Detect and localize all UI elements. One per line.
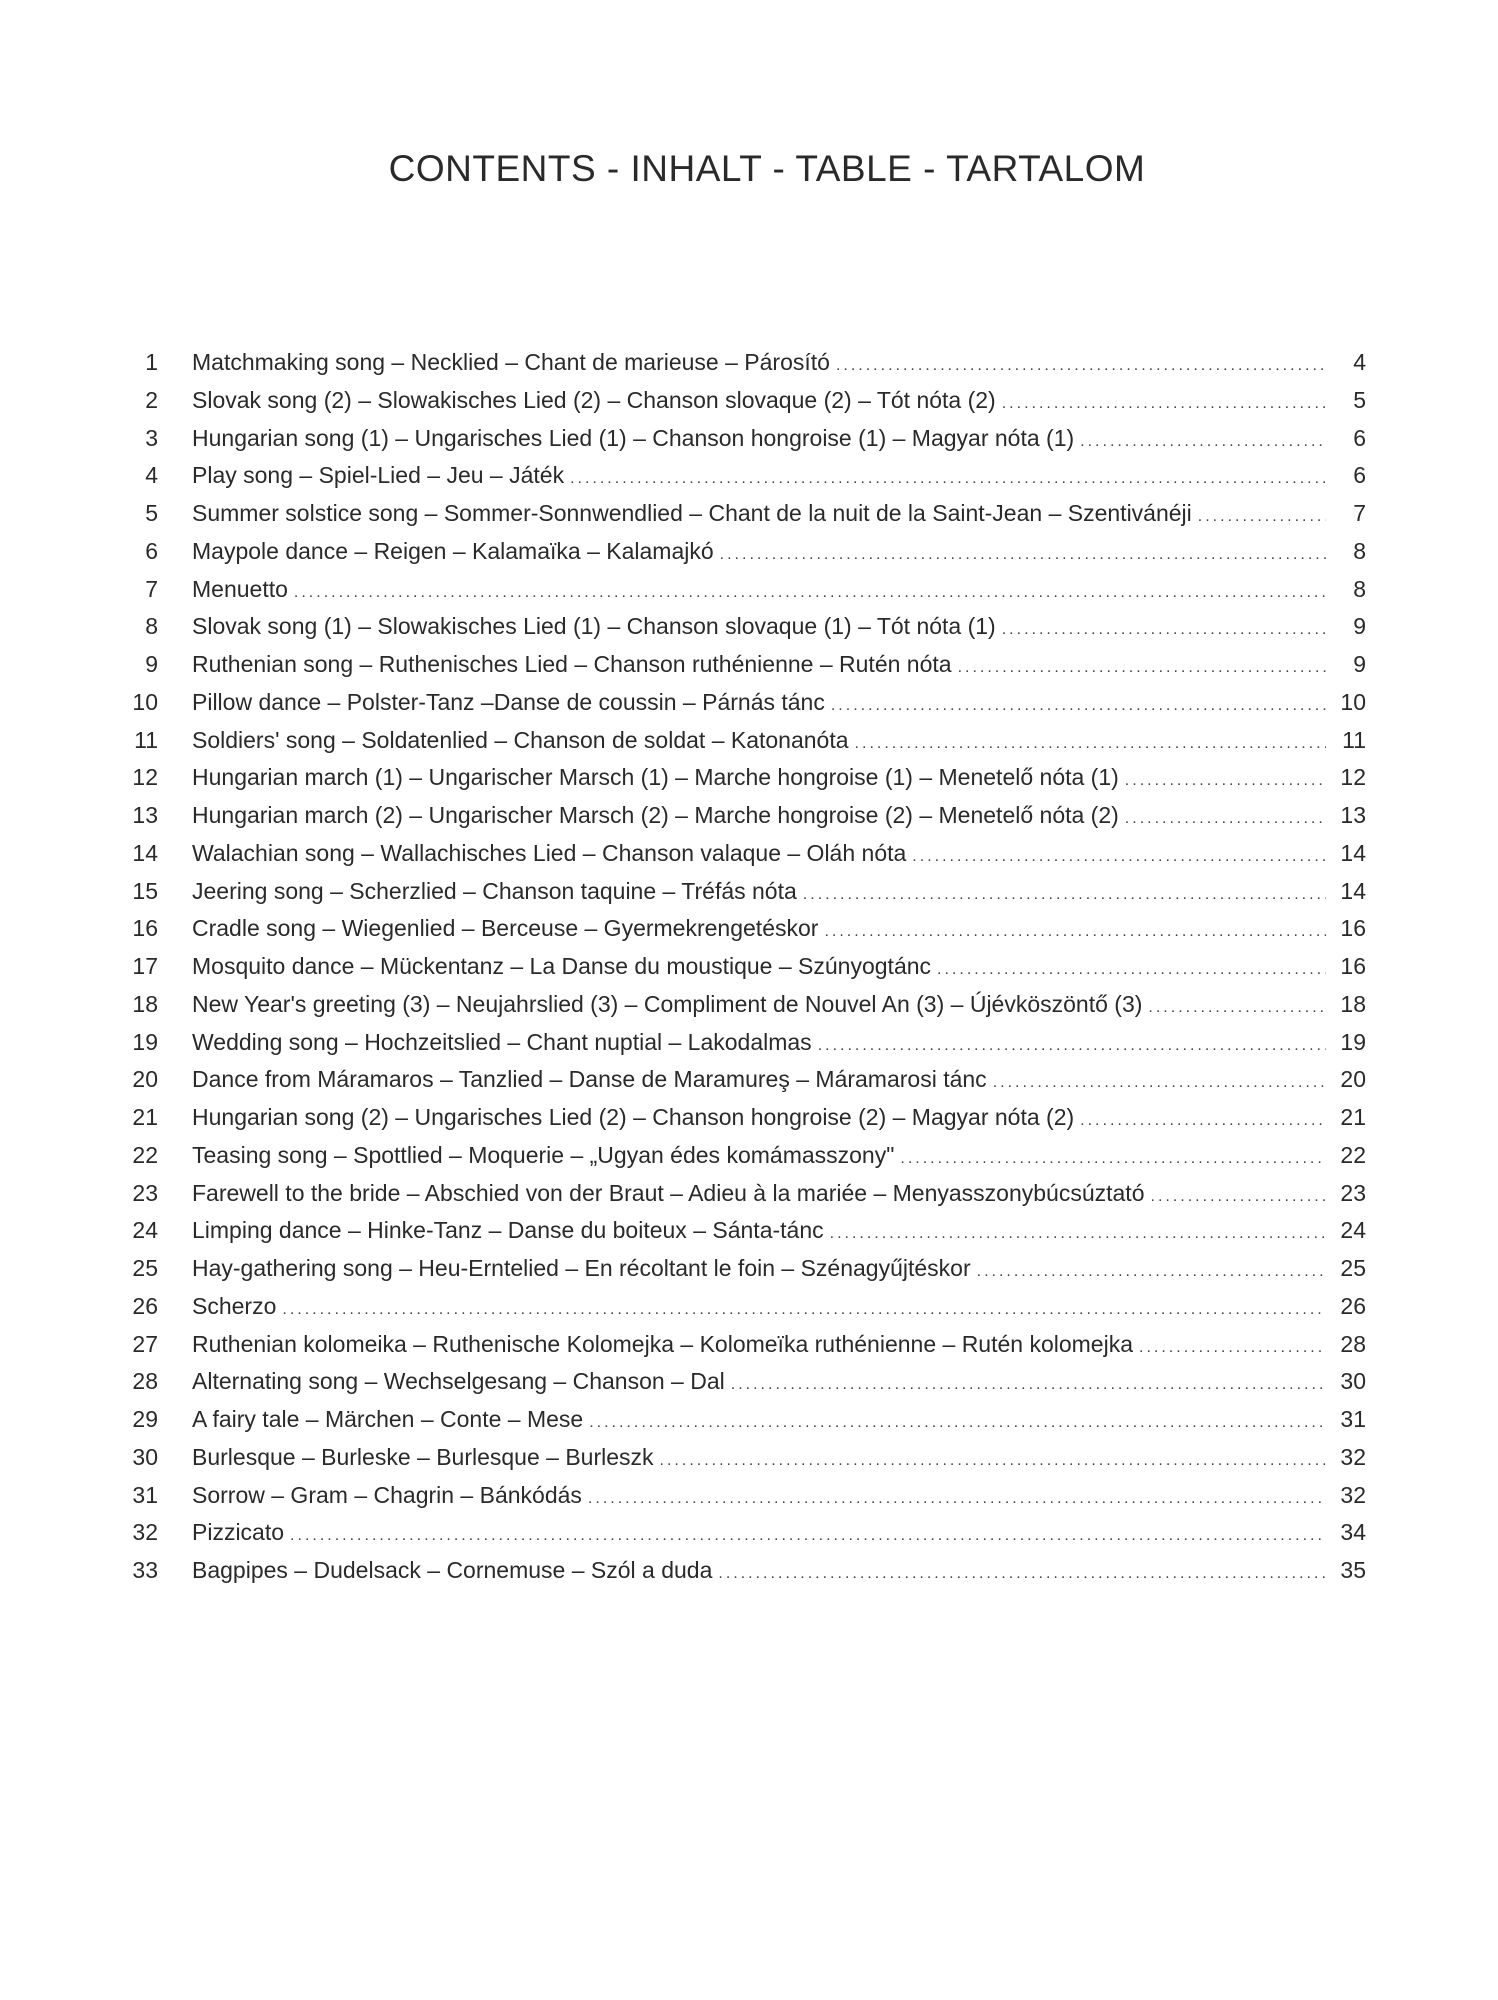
toc-entry bbox=[122, 1514, 1366, 1552]
entry-page-number: 32 bbox=[1340, 1481, 1366, 1508]
entry-title: Jeering song – Scherzlied – Chanson taquine – Tréfás nóta bbox=[192, 877, 797, 904]
dot-leader bbox=[718, 1555, 1326, 1593]
dot-leader bbox=[1148, 989, 1326, 1027]
entry-page-number: 32 bbox=[1340, 1443, 1366, 1470]
entry-page-number: 9 bbox=[1353, 651, 1366, 677]
dot-leader bbox=[570, 460, 1326, 498]
entry-number: 12 bbox=[132, 764, 158, 791]
entry-title: Slovak song (1) – Slowakisches Lied (1) – Chanson slovaque (1) – Tót nóta (1) bbox=[192, 613, 996, 640]
dot-leader bbox=[912, 838, 1326, 876]
entry-number: 23 bbox=[132, 1179, 158, 1206]
dot-leader bbox=[731, 1366, 1326, 1404]
entry-page-number: 28 bbox=[1340, 1330, 1366, 1357]
entry-title: Cradle song – Wiegenlied – Berceuse – Gyermekrengetéskor bbox=[192, 915, 819, 942]
entry-number: 2 bbox=[145, 386, 158, 413]
toc-entry bbox=[122, 835, 1366, 873]
entry-number: 22 bbox=[132, 1141, 158, 1168]
entry-page-number: 19 bbox=[1340, 1028, 1366, 1055]
toc-entry bbox=[122, 873, 1366, 911]
toc-entry bbox=[122, 1061, 1366, 1099]
dot-leader bbox=[937, 951, 1326, 989]
dot-leader bbox=[831, 687, 1326, 725]
entry-title: Burlesque – Burleske – Burlesque – Burleszk bbox=[192, 1443, 654, 1470]
entry-number: 26 bbox=[132, 1292, 158, 1319]
entry-number: 4 bbox=[145, 462, 158, 489]
dot-leader bbox=[830, 1215, 1326, 1253]
entry-number: 19 bbox=[132, 1028, 158, 1055]
entry-title: A fairy tale – Märchen – Conte – Mese bbox=[192, 1406, 584, 1432]
toc-entry bbox=[122, 759, 1366, 797]
toc-entry bbox=[122, 1175, 1366, 1213]
entry-title: Sorrow – Gram – Chagrin – Bánkódás bbox=[192, 1481, 582, 1508]
dot-leader bbox=[282, 1291, 1326, 1329]
dot-leader bbox=[855, 725, 1326, 763]
entry-page-number: 4 bbox=[1353, 349, 1366, 375]
entry-title: New Year's greeting (3) – Neujahrslied (3) – Compliment de Nouvel An (3) – Újévköszöntő (3) bbox=[192, 990, 1143, 1017]
entry-title: Ruthenian kolomeika – Ruthenische Kolomejka – Kolomeïka ruthénienne – Rutén kolomejka bbox=[192, 1330, 1134, 1357]
entry-page-number: 24 bbox=[1340, 1217, 1366, 1244]
dot-leader bbox=[1002, 611, 1326, 649]
entry-page-number: 14 bbox=[1340, 839, 1366, 866]
toc-entry bbox=[122, 1024, 1366, 1062]
toc-entry bbox=[122, 1137, 1366, 1175]
entry-number: 1 bbox=[145, 349, 158, 375]
entry-number: 20 bbox=[132, 1066, 158, 1093]
dot-leader bbox=[588, 1480, 1326, 1518]
entry-number: 30 bbox=[132, 1443, 158, 1470]
toc-entry bbox=[122, 1439, 1366, 1477]
entry-title: Pillow dance – Polster-Tanz –Danse de coussin – Párnás tánc bbox=[192, 688, 825, 715]
entry-number: 11 bbox=[134, 726, 158, 753]
entry-number: 6 bbox=[145, 537, 158, 564]
entry-number: 33 bbox=[132, 1557, 158, 1583]
toc-entry bbox=[122, 1212, 1366, 1250]
page-title: CONTENTS - INHALT - TABLE - TARTALOM bbox=[388, 148, 1146, 189]
dot-leader bbox=[803, 876, 1326, 914]
entry-page-number: 11 bbox=[1342, 726, 1366, 753]
toc-entry bbox=[122, 457, 1366, 495]
entry-page-number: 23 bbox=[1340, 1179, 1366, 1206]
dot-leader bbox=[836, 347, 1326, 385]
toc-entry bbox=[122, 1552, 1366, 1590]
dot-leader bbox=[958, 649, 1326, 687]
dot-leader bbox=[660, 1442, 1326, 1480]
dot-leader bbox=[1125, 800, 1326, 838]
dot-leader bbox=[589, 1404, 1326, 1442]
entry-number: 15 bbox=[132, 877, 158, 904]
toc-entry bbox=[122, 382, 1366, 420]
entry-page-number: 35 bbox=[1340, 1557, 1366, 1583]
entry-page-number: 6 bbox=[1353, 424, 1366, 451]
entry-title: Pizzicato bbox=[192, 1519, 285, 1546]
entry-title: Maypole dance – Reigen – Kalamaïka – Kalamajkó bbox=[192, 537, 714, 564]
entry-page-number: 6 bbox=[1353, 462, 1366, 489]
toc-entry bbox=[122, 722, 1366, 760]
entry-number: 8 bbox=[145, 613, 158, 640]
entry-page-number: 16 bbox=[1340, 953, 1366, 979]
entry-page-number: 9 bbox=[1353, 613, 1366, 640]
entry-title: Menuetto bbox=[192, 575, 288, 602]
entry-page-number: 20 bbox=[1340, 1066, 1366, 1093]
toc-entry bbox=[122, 533, 1366, 571]
dot-leader bbox=[818, 1027, 1326, 1065]
entry-number: 9 bbox=[145, 651, 158, 677]
entry-number: 21 bbox=[132, 1104, 158, 1130]
entry-title: Soldiers' song – Soldatenlied – Chanson de soldat – Katonanóta bbox=[192, 726, 849, 753]
entry-page-number: 5 bbox=[1353, 386, 1366, 413]
entry-title: Bagpipes – Dudelsack – Cornemuse – Szól a duda bbox=[192, 1557, 713, 1583]
toc-entry bbox=[122, 608, 1366, 646]
entry-page-number: 12 bbox=[1340, 764, 1366, 791]
toc-entry bbox=[122, 344, 1366, 382]
toc-entry bbox=[122, 495, 1366, 533]
dot-leader bbox=[1151, 1178, 1327, 1216]
toc-entry bbox=[122, 1401, 1366, 1439]
entry-number: 18 bbox=[132, 990, 158, 1017]
dot-leader bbox=[1002, 385, 1326, 423]
toc-entry bbox=[122, 910, 1366, 948]
entry-page-number: 18 bbox=[1340, 990, 1366, 1017]
table-of-contents bbox=[122, 344, 1366, 1590]
entry-title: Teasing song – Spottlied – Moquerie – „Ugyan édes komámasszony" bbox=[192, 1141, 895, 1168]
entry-title: Farewell to the bride – Abschied von der Braut – Adieu à la mariée – Menyasszonybúcsúztató bbox=[192, 1179, 1145, 1206]
entry-title: Hungarian march (1) – Ungarischer Marsch (1) – Marche hongroise (1) – Menetelő nóta (1) bbox=[192, 764, 1119, 791]
entry-page-number: 14 bbox=[1340, 877, 1366, 904]
entry-page-number: 7 bbox=[1353, 500, 1366, 526]
entry-title: Hungarian march (2) – Ungarischer Marsch (2) – Marche hongroise (2) – Menetelő nóta (2) bbox=[192, 802, 1119, 828]
entry-number: 28 bbox=[132, 1368, 158, 1395]
entry-page-number: 8 bbox=[1353, 575, 1366, 602]
toc-entry bbox=[122, 1363, 1366, 1401]
dot-leader bbox=[1198, 498, 1326, 536]
entry-title: Walachian song – Wallachisches Lied – Chanson valaque – Oláh nóta bbox=[192, 839, 907, 866]
entry-page-number: 8 bbox=[1353, 537, 1366, 564]
entry-page-number: 30 bbox=[1340, 1368, 1366, 1395]
toc-entry bbox=[122, 1250, 1366, 1288]
toc-entry bbox=[122, 1099, 1366, 1137]
entry-title: Hungarian song (1) – Ungarisches Lied (1) – Chanson hongroise (1) – Magyar nóta (1) bbox=[192, 424, 1075, 451]
dot-leader bbox=[720, 536, 1326, 574]
entry-number: 31 bbox=[132, 1481, 158, 1508]
entry-title: Hay-gathering song – Heu-Erntelied – En récoltant le foin – Szénagyűjtéskor bbox=[192, 1255, 971, 1281]
entry-title: Slovak song (2) – Slowakisches Lied (2) – Chanson slovaque (2) – Tót nóta (2) bbox=[192, 386, 996, 413]
entry-title: Wedding song – Hochzeitslied – Chant nuptial – Lakodalmas bbox=[192, 1028, 812, 1055]
entry-page-number: 21 bbox=[1340, 1104, 1366, 1130]
toc-entry bbox=[122, 420, 1366, 458]
entry-page-number: 13 bbox=[1340, 802, 1366, 828]
toc-entry bbox=[122, 1477, 1366, 1515]
dot-leader bbox=[977, 1253, 1326, 1291]
entry-title: Summer solstice song – Sommer-Sonnwendlied – Chant de la nuit de la Saint-Jean – Szentivánéji bbox=[192, 500, 1192, 526]
entry-number: 27 bbox=[132, 1330, 158, 1357]
entry-number: 24 bbox=[132, 1217, 158, 1244]
dot-leader bbox=[1139, 1329, 1326, 1367]
entry-title: Dance from Máramaros – Tanzlied – Danse de Maramureş – Máramarosi tánc bbox=[192, 1066, 987, 1093]
entry-page-number: 16 bbox=[1340, 915, 1366, 942]
toc-entry bbox=[122, 1326, 1366, 1364]
entry-page-number: 10 bbox=[1340, 688, 1366, 715]
dot-leader bbox=[294, 574, 1326, 612]
entry-number: 3 bbox=[145, 424, 158, 451]
entry-number: 32 bbox=[132, 1519, 158, 1546]
entry-title: Play song – Spiel-Lied – Jeu – Játék bbox=[192, 462, 565, 489]
entry-page-number: 31 bbox=[1340, 1406, 1366, 1432]
entry-page-number: 22 bbox=[1340, 1141, 1366, 1168]
dot-leader bbox=[824, 913, 1326, 951]
dot-leader bbox=[1080, 1102, 1326, 1140]
entry-title: Matchmaking song – Necklied – Chant de marieuse – Párosító bbox=[192, 349, 830, 375]
entry-title: Scherzo bbox=[192, 1292, 277, 1319]
toc-entry bbox=[122, 646, 1366, 684]
toc-entry bbox=[122, 1288, 1366, 1326]
entry-number: 16 bbox=[132, 915, 158, 942]
dot-leader bbox=[1125, 762, 1326, 800]
entry-page-number: 34 bbox=[1340, 1519, 1366, 1546]
entry-number: 7 bbox=[145, 575, 158, 602]
dot-leader bbox=[290, 1517, 1326, 1555]
entry-number: 5 bbox=[145, 500, 158, 526]
toc-entry bbox=[122, 571, 1366, 609]
toc-entry bbox=[122, 948, 1366, 986]
dot-leader bbox=[993, 1064, 1326, 1102]
entry-title: Limping dance – Hinke-Tanz – Danse du boiteux – Sánta-tánc bbox=[192, 1217, 824, 1244]
toc-entry bbox=[122, 684, 1366, 722]
dot-leader bbox=[900, 1140, 1326, 1178]
toc-entry bbox=[122, 986, 1366, 1024]
entry-title: Mosquito dance – Mückentanz – La Danse du moustique – Szúnyogtánc bbox=[192, 953, 932, 979]
entry-number: 13 bbox=[132, 802, 158, 828]
entry-page-number: 26 bbox=[1340, 1292, 1366, 1319]
entry-number: 25 bbox=[132, 1255, 158, 1281]
entry-title: Ruthenian song – Ruthenisches Lied – Chanson ruthénienne – Rutén nóta bbox=[192, 651, 952, 677]
toc-entry bbox=[122, 797, 1366, 835]
entry-number: 10 bbox=[132, 688, 158, 715]
entry-title: Alternating song – Wechselgesang – Chanson – Dal bbox=[192, 1368, 725, 1395]
entry-number: 17 bbox=[132, 953, 158, 979]
entry-title: Hungarian song (2) – Ungarisches Lied (2) – Chanson hongroise (2) – Magyar nóta (2) bbox=[192, 1104, 1075, 1130]
dot-leader bbox=[1080, 423, 1326, 461]
entry-page-number: 25 bbox=[1340, 1255, 1366, 1281]
entry-number: 14 bbox=[132, 839, 158, 866]
entry-number: 29 bbox=[132, 1406, 158, 1432]
